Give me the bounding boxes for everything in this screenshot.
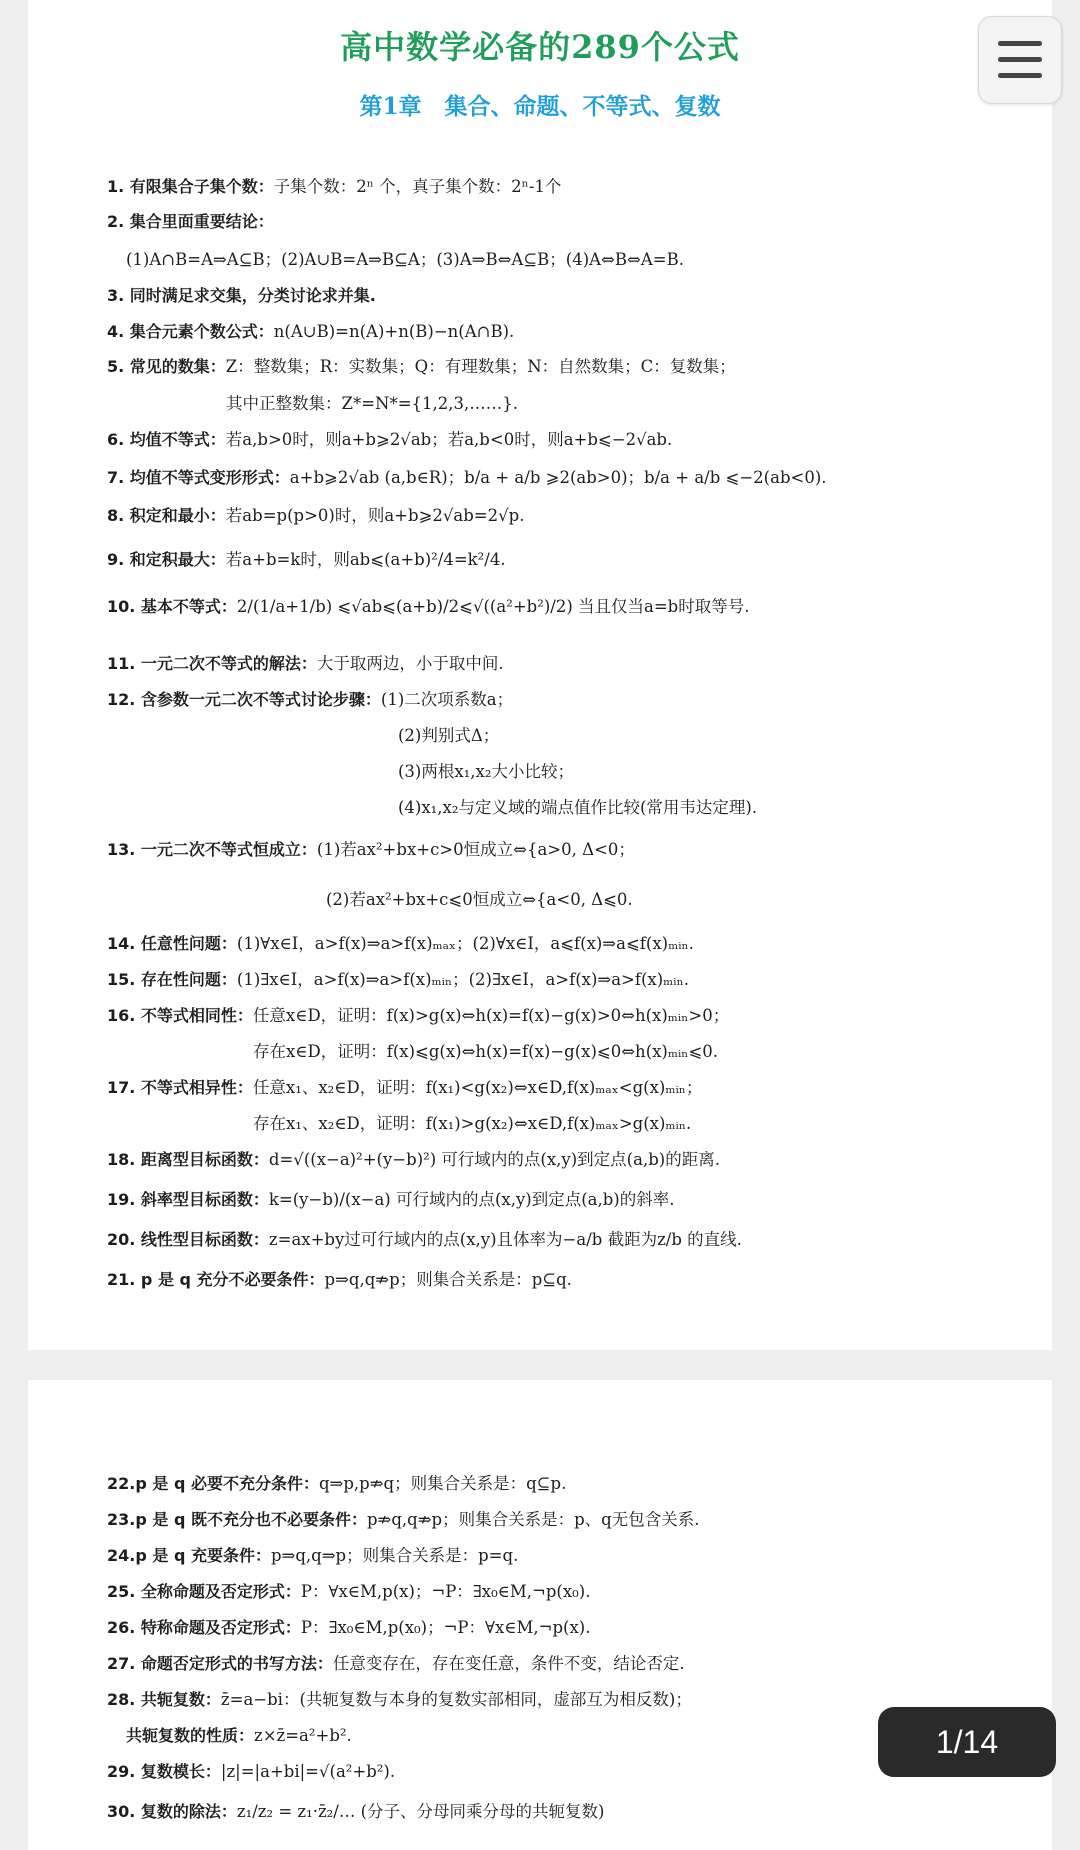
formula-line: 4. 集合元素个数公式：n(A∪B)=n(A)+n(B)−n(A∩B).: [107, 322, 515, 341]
formula-line: (2)若ax²+bx+c⩽0恒成立⇔{a<0, Δ⩽0.: [326, 890, 633, 909]
formula-line: 3. 同时满足求交集，分类讨论求并集.: [107, 286, 376, 305]
document-page-1: [28, 0, 1052, 1350]
formula-line: 15. 存在性问题：(1)∃x∈I，a>f(x)⇒a>f(x)ₘᵢₙ；(2)∃x∈I，a>f(x)⇒a>f(x)ₘᵢₙ.: [107, 970, 689, 989]
formula-line: 19. 斜率型目标函数：k=(y−b)/(x−a) 可行域内的点(x,y)到定点(a,b)的斜率.: [107, 1190, 675, 1209]
menu-icon: [998, 73, 1042, 78]
chapter-heading: 第1章 集合、命题、不等式、复数: [359, 93, 721, 120]
formula-line: 17. 不等式相异性：任意x₁、x₂∈D，证明：f(x₁)<g(x₂)⇔x∈D,f(x)ₘₐₓ<g(x)ₘᵢₙ；: [107, 1078, 703, 1097]
formula-line: 20. 线性型目标函数：z=ax+by过可行域内的点(x,y)且体率为−a/b 截距为z/b 的直线.: [107, 1230, 742, 1249]
menu-button[interactable]: [978, 16, 1062, 104]
formula-line: 27. 命题否定形式的书写方法：任意变存在，存在变任意，条件不变，结论否定.: [107, 1654, 685, 1673]
formula-line: 18. 距离型目标函数：d=√((x−a)²+(y−b)²) 可行域内的点(x,y)到定点(a,b)的距离.: [107, 1150, 720, 1169]
formula-line: 23.p 是 q 既不充分也不必要条件：p⇏q,q⇏p；则集合关系是：p、q无包含关系.: [107, 1510, 700, 1529]
formula-line: 存在x₁、x₂∈D，证明：f(x₁)>g(x₂)⇔x∈D,f(x)ₘₐₓ>g(x)ₘᵢₙ.: [253, 1114, 692, 1133]
formula-line: 11. 一元二次不等式的解法：大于取两边，小于取中间.: [107, 654, 504, 673]
formula-line: 共轭复数的性质：z×z̄=a²+b².: [126, 1726, 352, 1745]
document-page-2: [28, 1380, 1052, 1850]
formula-line: (1)A∩B=A⇒A⊆B；(2)A∪B=A⇒B⊆A；(3)A⇒B⇔A⊆B；(4)A⇔B⇔A=B.: [126, 250, 684, 269]
formula-line: (4)x₁,x₂与定义域的端点值作比较(常用韦达定理).: [398, 798, 758, 817]
formula-line: 25. 全称命题及否定形式：P：∀x∈M,p(x)；¬P：∃x₀∈M,¬p(x₀).: [107, 1582, 591, 1601]
formula-line: 其中正整数集：Z*=N*={1,2,3,……}.: [226, 394, 519, 413]
formula-line: 16. 不等式相同性：任意x∈D，证明：f(x)>g(x)⇔h(x)=f(x)−g(x)>0⇔h(x)ₘᵢₙ>0；: [107, 1006, 730, 1025]
formula-line: 30. 复数的除法：z₁/z₂ = z₁·z̄₂/… (分子、分母同乘分母的共轭复数): [107, 1802, 605, 1821]
formula-line: 7. 均值不等式变形形式：a+b⩾2√ab (a,b∈R)；b/a + a/b ⩾2(ab>0)；b/a + a/b ⩽−2(ab<0).: [107, 468, 827, 487]
menu-icon: [998, 57, 1042, 62]
menu-icon: [998, 41, 1042, 46]
formula-line: 29. 复数模长：|z|=|a+bi|=√(a²+b²).: [107, 1762, 396, 1781]
formula-line: 8. 积定和最小：若ab=p(p>0)时，则a+b⩾2√ab=2√p.: [107, 506, 525, 525]
formula-line: 21. p 是 q 充分不必要条件：p⇒q,q⇏p；则集合关系是：p⊆q.: [107, 1270, 572, 1289]
formula-line: (2)判别式Δ；: [398, 726, 500, 745]
formula-line: 6. 均值不等式：若a,b>0时，则a+b⩾2√ab；若a,b<0时，则a+b⩽−2√ab.: [107, 430, 673, 449]
page-title: 高中数学必备的289个公式: [340, 28, 740, 66]
formula-line: 2. 集合里面重要结论：: [107, 212, 274, 231]
formula-line: 24.p 是 q 充要条件：p⇒q,q⇒p；则集合关系是：p=q.: [107, 1546, 519, 1565]
formula-line: 5. 常见的数集：Z：整数集；R：实数集；Q：有理数集；N：自然数集；C：复数集；: [107, 357, 736, 376]
formula-line: 26. 特称命题及否定形式：P：∃x₀∈M,p(x₀)；¬P：∀x∈M,¬p(x).: [107, 1618, 591, 1637]
formula-line: 22.p 是 q 必要不充分条件：q⇒p,p⇏q；则集合关系是：q⊆p.: [107, 1474, 567, 1493]
page-indicator: 1/14: [878, 1707, 1056, 1777]
formula-line: 12. 含参数一元二次不等式讨论步骤：(1)二次项系数a；: [107, 690, 514, 709]
formula-line: 存在x∈D，证明：f(x)⩽g(x)⇔h(x)=f(x)−g(x)⩽0⇔h(x)ₘᵢₙ⩽0.: [253, 1042, 719, 1061]
formula-line: (3)两根x₁,x₂大小比较；: [398, 762, 574, 781]
formula-line: 14. 任意性问题：(1)∀x∈I，a>f(x)⇒a>f(x)ₘₐₓ；(2)∀x∈I，a⩽f(x)⇒a⩽f(x)ₘᵢₙ.: [107, 934, 694, 953]
formula-line: 9. 和定积最大：若a+b=k时，则ab⩽(a+b)²/4=k²/4.: [107, 550, 506, 569]
formula-line: 13. 一元二次不等式恒成立：(1)若ax²+bx+c>0恒成立⇔{a>0, Δ<0；: [107, 840, 635, 859]
formula-line: 1. 有限集合子集个数：子集个数：2ⁿ 个，真子集个数：2ⁿ-1个: [107, 177, 562, 196]
formula-line: 28. 共轭复数：z̄=a−bi：(共轭复数与本身的复数实部相同，虚部互为相反数)；: [107, 1690, 692, 1709]
formula-line: 10. 基本不等式：2/(1/a+1/b) ⩽√ab⩽(a+b)/2⩽√((a²+b²)/2) 当且仅当a=b时取等号.: [107, 597, 750, 616]
